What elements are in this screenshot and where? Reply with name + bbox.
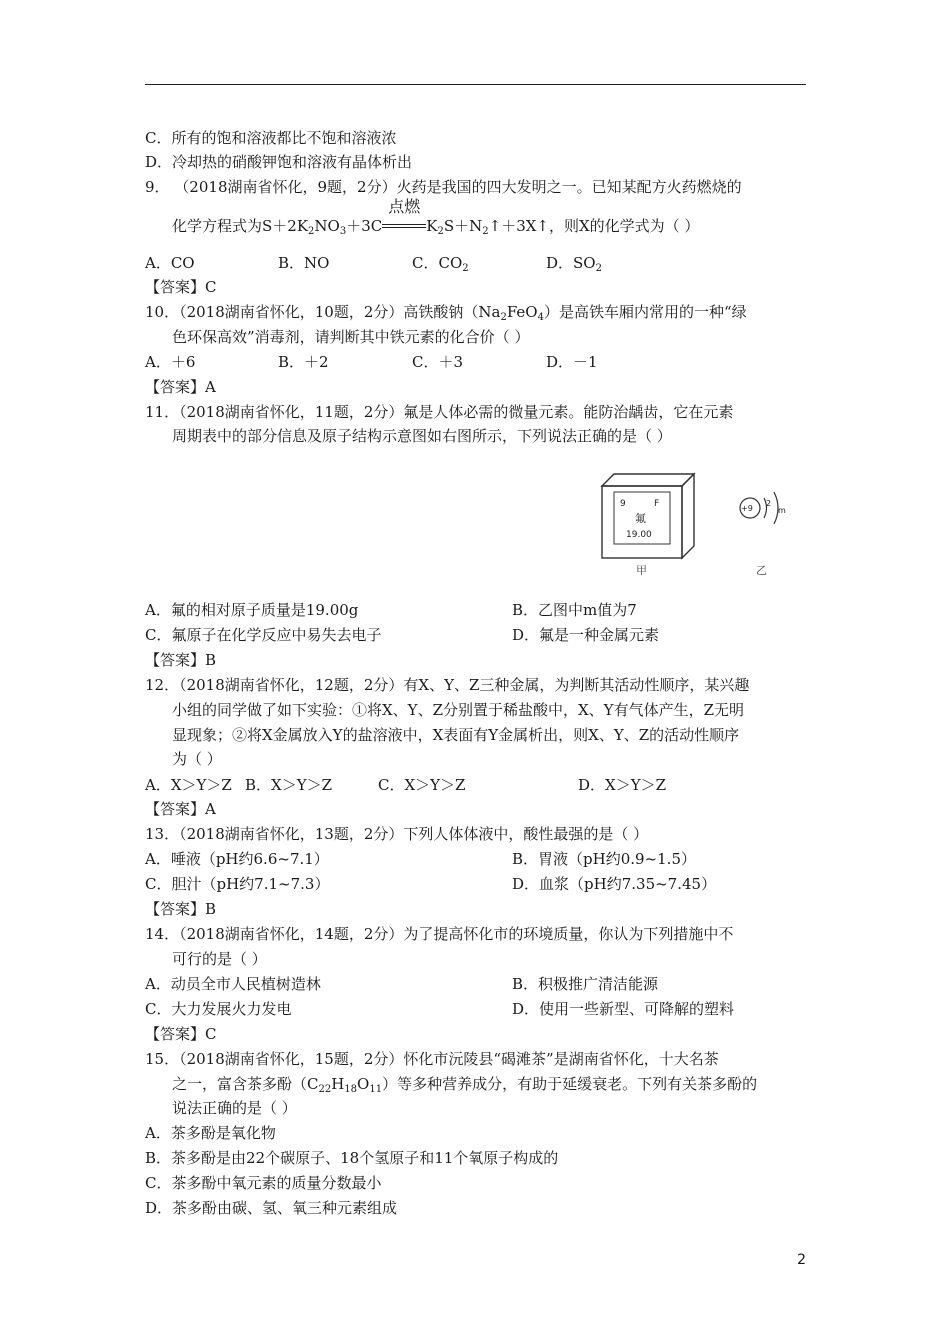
q11-option-a: A．氟的相对原子质量是19.00g [145,601,359,619]
q12-option-d: D．X＞Y＞Z [578,776,667,794]
q11-answer: 【答案】B [145,651,217,669]
element-name: 氟 [635,512,646,525]
q14-option-a: A．动员全市人民植树造林 [145,975,321,993]
q12-stem-line4: 为（ ） [172,750,222,768]
q15-option-a: A．茶多酚是氧化物 [145,1124,276,1142]
element-cell-figure [602,474,694,558]
q9-option-d: D．$SO_2$ [546,254,602,274]
element-symbol: F [654,499,660,509]
q9-stem-line1: 9． （2018湖南省怀化，9题，2分）火药是我国的四大发明之一。已知某配方火药燃烧的 [145,178,742,196]
q9-option-c: C．$CO_2$ [412,254,469,274]
q14-answer: 【答案】C [145,1025,217,1043]
q11-stem-line1: 11．（2018湖南省怀化，11题，2分）氟是人体必需的微量元素。能防治龋齿，它在元素 [145,403,734,421]
q9-answer: 【答案】C [145,278,217,296]
q8-option-c: C．所有的饱和溶液都比不饱和溶液浓 [145,129,397,147]
q12-stem-line3: 显现象；②将X金属放入Y的盐溶液中，X表面有Y金属析出，则X、Y、Z的活动性顺序 [172,726,740,744]
q12-stem-line1: 12．（2018湖南省怀化，12题，2分）有X、Y、Z三种金属，为判断其活动性顺序，某兴趣 [145,676,750,694]
q10-option-d: D．－1 [546,353,598,371]
q10-stem-line1: 10．（2018湖南省怀化，10题，2分）高铁酸钠$(Na_2FeO_4)$是高铁车厢内常用的一种“绿 [145,303,747,323]
q14-stem-line2: 可行的是（ ） [172,950,267,968]
atomic-mass: 19.00 [626,530,652,540]
q14-option-c: C．大力发展火力发电 [145,1000,292,1018]
q12-option-a: A．X＞Y＞Z [145,776,232,794]
reaction-condition: 点燃 [382,215,426,231]
q12-option-b: B．X＞Y＞Z [245,776,333,794]
nucleus-charge: +9 [741,504,753,513]
q14-option-b: B．积极推广清洁能源 [512,975,659,993]
q12-stem-line2: 小组的同学做了如下实验：①将X、Y、Z分别置于稀盐酸中，X、Y有气体产生，Z无明 [172,701,745,719]
header-rule [145,84,806,85]
q10-option-b: B．＋2 [278,353,329,371]
page-number: 2 [797,1252,806,1268]
q12-option-c: C．X＞Y＞Z [378,776,466,794]
figure-caption-a: 甲 [636,564,647,577]
q15-stem-line2: 之一，富含茶多酚$(C_{22}H_{18}O_{11})$等多种营养成分，有助于延缓衰老。下列有关茶多酚的 [172,1075,758,1095]
q15-option-d: D．茶多酚由碳、氢、氧三种元素组成 [145,1199,398,1217]
q11-option-d: D．氟是一种金属元素 [512,626,660,644]
q13-option-a: A．唾液（pH约6.6~7.1） [145,850,329,868]
q15-option-b: B．茶多酚是由22个碳原子、18个氢原子和11个氧原子构成的 [145,1149,559,1167]
fluorine-figure [590,462,810,580]
q10-answer: 【答案】A [145,378,216,396]
q11-option-b: B．乙图中m值为7 [512,601,637,619]
q8-option-d: D．冷却热的硝酸钾饱和溶液有晶体析出 [145,153,413,171]
q9-option-b: B．NO [278,254,330,272]
q14-stem-line1: 14．（2018湖南省怀化，14题，2分）为了提高怀化市的环境质量，你认为下列措施中不 [145,925,734,943]
q13-option-d: D．血浆（pH约7.35~7.45） [512,875,717,893]
q11-option-c: C．氟原子在化学反应中易失去电子 [145,626,382,644]
q9-stem-line2: 化学方程式为$S+2K_2NO_3+3C$ 点燃 $K_2S+N_2↑+3X↑$，则X的化学式为（ ） [172,197,700,237]
q13-answer: 【答案】B [145,900,217,918]
q15-stem-line1: 15．（2018湖南省怀化，15题，2分）怀化市沅陵县“碣滩茶”是湖南省怀化，十大名茶 [145,1050,719,1068]
q14-option-d: D．使用一些新型、可降解的塑料 [512,1000,735,1018]
q10-option-c: C．＋3 [412,353,464,371]
q11-stem-line2: 周期表中的部分信息及原子结构示意图如右图所示，下列说法正确的是（ ） [172,427,672,445]
q10-stem-line2: 色环保高效”消毒剂，请判断其中铁元素的化合价（ ） [172,328,530,346]
q15-stem-line3: 说法正确的是（ ） [172,1099,297,1117]
shell-1-electrons: 2 [766,499,772,508]
shell-2-electrons: m [778,506,786,515]
q10-option-a: A．＋6 [145,353,196,371]
q15-option-c: C．茶多酚中氧元素的质量分数最小 [145,1174,382,1192]
q13-stem: 13．（2018湖南省怀化，13题，2分）下列人体体液中，酸性最强的是（ ） [145,825,649,843]
atomic-number: 9 [620,499,626,509]
q12-answer: 【答案】A [145,800,216,818]
q13-option-b: B．胃液（pH约0.9~1.5） [512,850,696,868]
q9-option-a: A．CO [145,254,195,272]
figure-caption-b: 乙 [756,564,767,577]
q13-option-c: C．胆汁（pH约7.1~7.3） [145,875,330,893]
